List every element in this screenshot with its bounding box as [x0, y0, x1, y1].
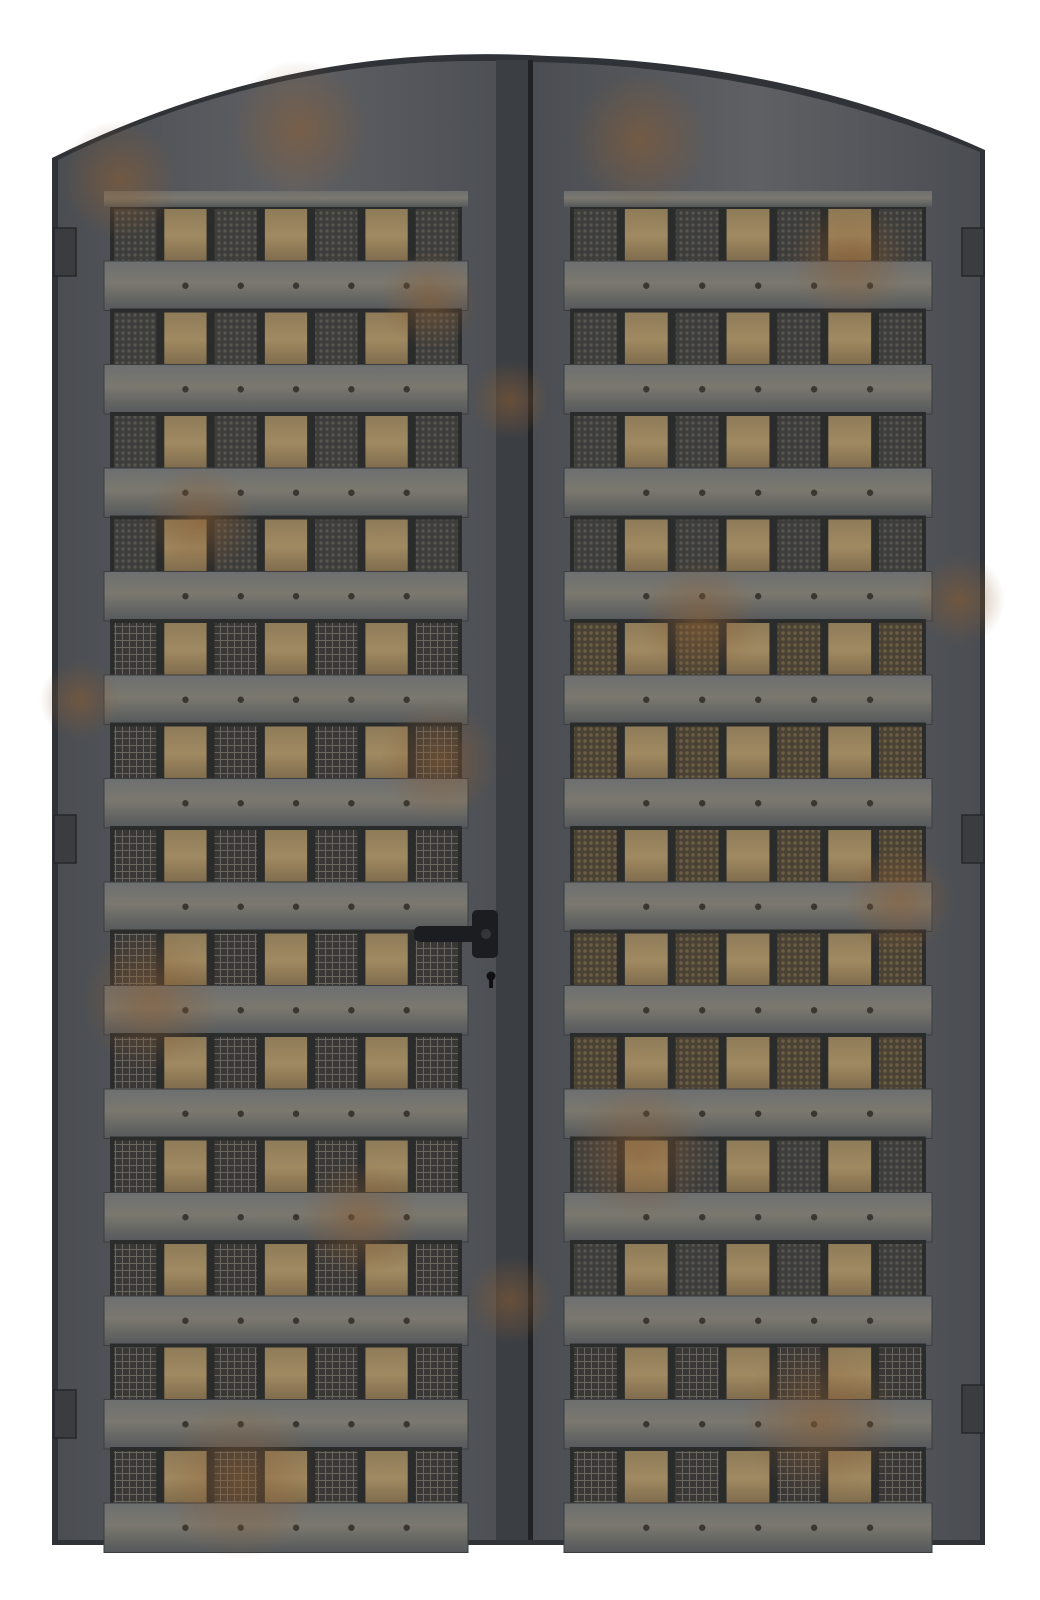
rivet [182, 1214, 188, 1220]
rivet [755, 1007, 761, 1013]
rivet [293, 800, 299, 806]
vertical-strap [265, 1141, 307, 1195]
mesh-glass-pane [416, 1348, 458, 1402]
vertical-strap [265, 1348, 307, 1402]
vertical-strap [265, 830, 307, 884]
mesh-glass-pane [215, 934, 257, 988]
vertical-strap [164, 1141, 206, 1195]
rust-spot [300, 1160, 420, 1280]
vertical-strap [727, 1037, 770, 1091]
rivet [403, 1421, 409, 1427]
rust-spot [845, 845, 955, 955]
rust-spot [465, 1255, 555, 1345]
rivet [811, 1214, 817, 1220]
rivet [699, 490, 705, 496]
mesh-glass-pane [879, 416, 922, 470]
vertical-strap [625, 830, 668, 884]
mesh-glass-pane [676, 1451, 719, 1505]
vertical-strap [625, 934, 668, 988]
rivet [643, 904, 649, 910]
rivet [867, 1007, 873, 1013]
rivet [755, 386, 761, 392]
rivet [293, 1318, 299, 1324]
mesh-glass-pane [215, 416, 257, 470]
mesh-glass-pane [879, 1244, 922, 1298]
mesh-glass-pane [315, 623, 357, 677]
mesh-glass-pane [676, 209, 719, 263]
horizontal-slat [564, 1503, 932, 1553]
vertical-strap [727, 727, 770, 781]
mesh-glass-pane [114, 623, 156, 677]
rivet [867, 490, 873, 496]
rivet [403, 1007, 409, 1013]
rivet [867, 386, 873, 392]
mesh-glass-pane [879, 623, 922, 677]
mesh-glass-pane [777, 520, 820, 574]
rivet [348, 283, 354, 289]
vertical-strap [164, 727, 206, 781]
rivet [811, 1111, 817, 1117]
rivet [348, 800, 354, 806]
mesh-glass-pane [777, 1037, 820, 1091]
mesh-glass-pane [315, 1037, 357, 1091]
rust-spot [230, 60, 370, 200]
vertical-strap [828, 520, 871, 574]
vertical-strap [164, 623, 206, 677]
vertical-strap [365, 416, 407, 470]
mesh-glass-pane [777, 727, 820, 781]
rivet [348, 490, 354, 496]
mesh-glass-pane [215, 623, 257, 677]
rivet [403, 1111, 409, 1117]
mesh-glass-pane [416, 623, 458, 677]
mesh-glass-pane [315, 209, 357, 263]
rivet [293, 1007, 299, 1013]
rivet [811, 1318, 817, 1324]
rivet [403, 593, 409, 599]
rivet [867, 593, 873, 599]
mesh-glass-pane [676, 1348, 719, 1402]
rust-spot [915, 555, 1005, 645]
mesh-glass-pane [114, 1348, 156, 1402]
rivet [643, 800, 649, 806]
rivet [755, 697, 761, 703]
vertical-strap [265, 623, 307, 677]
vertical-strap [625, 520, 668, 574]
mesh-glass-pane [574, 313, 617, 367]
rivet [867, 1525, 873, 1531]
horizontal-slat [564, 779, 932, 829]
mesh-glass-pane [215, 1244, 257, 1298]
mesh-glass-pane [215, 1037, 257, 1091]
rivet [811, 490, 817, 496]
horizontal-slat [564, 675, 932, 725]
vertical-strap [727, 313, 770, 367]
rivet [182, 1318, 188, 1324]
vertical-strap [365, 1451, 407, 1505]
rivet [182, 593, 188, 599]
mesh-glass-pane [879, 727, 922, 781]
mesh-glass-pane [777, 623, 820, 677]
vertical-strap [828, 623, 871, 677]
mesh-glass-pane [676, 1244, 719, 1298]
rivet [699, 697, 705, 703]
vertical-strap [625, 416, 668, 470]
rivet [348, 697, 354, 703]
rivet [643, 386, 649, 392]
rivet [699, 1525, 705, 1531]
left-panel-row [104, 1240, 468, 1346]
rivet [755, 800, 761, 806]
rivet [238, 1214, 244, 1220]
rivet [293, 904, 299, 910]
vertical-strap [828, 1141, 871, 1195]
vertical-strap [164, 1244, 206, 1298]
rivet [699, 904, 705, 910]
rivet [182, 386, 188, 392]
rust-spot [80, 930, 220, 1070]
mesh-glass-pane [416, 1037, 458, 1091]
mesh-glass-pane [114, 1451, 156, 1505]
rivet [403, 490, 409, 496]
vertical-strap [265, 1037, 307, 1091]
vertical-strap [365, 209, 407, 263]
mesh-glass-pane [315, 727, 357, 781]
rivet [238, 593, 244, 599]
rust-spot [380, 700, 500, 820]
mesh-glass-pane [676, 830, 719, 884]
rivet [182, 697, 188, 703]
rivet [755, 904, 761, 910]
mesh-glass-pane [574, 1037, 617, 1091]
rivet [811, 593, 817, 599]
mesh-glass-pane [416, 416, 458, 470]
rivet [348, 386, 354, 392]
rust-spot [570, 70, 710, 210]
rivet [755, 1214, 761, 1220]
vertical-strap [625, 1348, 668, 1402]
mesh-glass-pane [315, 934, 357, 988]
mesh-glass-pane [574, 1244, 617, 1298]
vertical-strap [265, 727, 307, 781]
mesh-glass-pane [114, 313, 156, 367]
rust-spot [570, 1080, 710, 1220]
rivet [182, 904, 188, 910]
vertical-strap [828, 727, 871, 781]
rivet [643, 283, 649, 289]
horizontal-slat [104, 1089, 468, 1139]
vertical-strap [164, 313, 206, 367]
rivet [403, 1318, 409, 1324]
vertical-strap [828, 1037, 871, 1091]
rust-spot [160, 1400, 320, 1560]
right-panel-row [564, 1240, 932, 1346]
rivet [643, 1421, 649, 1427]
rivet [643, 1318, 649, 1324]
rivet [293, 490, 299, 496]
horizontal-slat [564, 986, 932, 1036]
right-panel-row [564, 309, 932, 415]
mesh-glass-pane [574, 623, 617, 677]
vertical-strap [365, 830, 407, 884]
rivet [811, 1525, 817, 1531]
mesh-glass-pane [315, 416, 357, 470]
mesh-glass-pane [574, 727, 617, 781]
mesh-glass-pane [215, 727, 257, 781]
mesh-glass-pane [676, 727, 719, 781]
rivet [238, 283, 244, 289]
left-panel-grid [104, 191, 468, 1553]
rivet [182, 800, 188, 806]
vertical-strap [265, 209, 307, 263]
rivet [643, 697, 649, 703]
rivet [293, 593, 299, 599]
vertical-strap [828, 313, 871, 367]
mesh-glass-pane [676, 934, 719, 988]
left-panel-row [104, 826, 468, 932]
vertical-strap [164, 1348, 206, 1402]
rivet [348, 1525, 354, 1531]
vertical-strap [365, 934, 407, 988]
vertical-strap [265, 313, 307, 367]
horizontal-slat [564, 365, 932, 415]
rivet [699, 1007, 705, 1013]
vertical-strap [625, 727, 668, 781]
rust-spot [640, 560, 760, 680]
rivet [755, 1525, 761, 1531]
rivet [348, 1318, 354, 1324]
mesh-glass-pane [574, 830, 617, 884]
rivet [699, 1421, 705, 1427]
rivet [293, 1214, 299, 1220]
mesh-glass-pane [879, 520, 922, 574]
vertical-strap [727, 520, 770, 574]
rivet [348, 904, 354, 910]
mesh-glass-pane [676, 313, 719, 367]
rivet [811, 386, 817, 392]
vertical-strap [365, 1037, 407, 1091]
horizontal-slat [104, 572, 468, 622]
rivet [867, 1214, 873, 1220]
horizontal-slat [104, 882, 468, 932]
mesh-glass-pane [777, 830, 820, 884]
rust-spot [60, 120, 180, 240]
rivet [238, 1318, 244, 1324]
rivet [348, 1421, 354, 1427]
rivet [811, 800, 817, 806]
mesh-glass-pane [315, 830, 357, 884]
mesh-glass-pane [777, 416, 820, 470]
rivet [293, 283, 299, 289]
rivet [699, 283, 705, 289]
mesh-glass-pane [676, 416, 719, 470]
mesh-glass-pane [879, 313, 922, 367]
mesh-glass-pane [574, 209, 617, 263]
vertical-strap [625, 209, 668, 263]
vertical-strap [265, 934, 307, 988]
right-panel-row [564, 412, 932, 518]
horizontal-slat [564, 468, 932, 518]
mesh-glass-pane [114, 727, 156, 781]
mesh-glass-pane [777, 313, 820, 367]
rivet [238, 1007, 244, 1013]
rivet [755, 1318, 761, 1324]
rivet [403, 1525, 409, 1531]
rust-spot [380, 250, 480, 350]
rivet [867, 800, 873, 806]
vertical-strap [365, 1348, 407, 1402]
rivet [238, 1111, 244, 1117]
rivet [643, 1007, 649, 1013]
horizontal-slat [104, 1296, 468, 1346]
rivet [293, 1111, 299, 1117]
mesh-glass-pane [879, 1037, 922, 1091]
mesh-glass-pane [114, 830, 156, 884]
vertical-strap [625, 1451, 668, 1505]
rivet [811, 1007, 817, 1013]
mesh-glass-pane [574, 1451, 617, 1505]
rivet [699, 800, 705, 806]
rivet [755, 490, 761, 496]
vertical-strap [164, 209, 206, 263]
vertical-strap [265, 1244, 307, 1298]
vertical-strap [625, 313, 668, 367]
rivet [348, 1111, 354, 1117]
rivet [699, 1214, 705, 1220]
rivet [699, 386, 705, 392]
rivet [348, 1007, 354, 1013]
mesh-glass-pane [676, 1037, 719, 1091]
rivet [238, 386, 244, 392]
rivet [238, 800, 244, 806]
vertical-strap [164, 416, 206, 470]
mesh-glass-pane [215, 830, 257, 884]
rivet [293, 697, 299, 703]
mesh-glass-pane [114, 1141, 156, 1195]
rivet [182, 283, 188, 289]
rivet [403, 386, 409, 392]
rivet [867, 1111, 873, 1117]
rivet [699, 1318, 705, 1324]
rust-spot [790, 200, 910, 320]
mesh-glass-pane [416, 1451, 458, 1505]
rivet [811, 697, 817, 703]
mesh-glass-pane [215, 1141, 257, 1195]
mesh-glass-pane [416, 520, 458, 574]
mesh-glass-pane [416, 1244, 458, 1298]
mesh-glass-pane [777, 1141, 820, 1195]
mesh-glass-pane [777, 934, 820, 988]
mesh-glass-pane [416, 830, 458, 884]
mesh-glass-pane [574, 520, 617, 574]
vertical-strap [727, 1244, 770, 1298]
mesh-glass-pane [315, 520, 357, 574]
mesh-glass-pane [574, 416, 617, 470]
right-panel-row [564, 723, 932, 829]
mesh-glass-pane [416, 1141, 458, 1195]
vertical-strap [265, 520, 307, 574]
vertical-strap [365, 623, 407, 677]
rivet [755, 283, 761, 289]
vertical-strap [265, 416, 307, 470]
rust-spot [40, 660, 120, 740]
mesh-glass-pane [879, 1141, 922, 1195]
mesh-glass-pane [574, 1348, 617, 1402]
rust-spot [470, 360, 550, 440]
rivet [238, 904, 244, 910]
mesh-glass-pane [215, 313, 257, 367]
horizontal-slat [104, 365, 468, 415]
vertical-strap [727, 830, 770, 884]
vertical-strap [727, 209, 770, 263]
mesh-glass-pane [114, 1244, 156, 1298]
rust-spot [740, 1340, 900, 1500]
vertical-strap [828, 416, 871, 470]
rivet [293, 386, 299, 392]
mesh-glass-pane [215, 209, 257, 263]
rivet [348, 593, 354, 599]
rivet [811, 904, 817, 910]
rust-spot [145, 465, 255, 575]
rivet [182, 1111, 188, 1117]
mesh-glass-pane [215, 1348, 257, 1402]
vertical-strap [625, 1244, 668, 1298]
mesh-glass-pane [315, 1348, 357, 1402]
vertical-strap [727, 416, 770, 470]
mesh-glass-pane [574, 934, 617, 988]
rivet [238, 697, 244, 703]
rivet [643, 490, 649, 496]
horizontal-slat [564, 1296, 932, 1346]
mesh-glass-pane [315, 313, 357, 367]
rivet [867, 1318, 873, 1324]
rivet [755, 1111, 761, 1117]
rivet [867, 697, 873, 703]
rivet [403, 904, 409, 910]
mesh-glass-pane [777, 1244, 820, 1298]
mesh-glass-pane [114, 416, 156, 470]
vertical-strap [727, 1141, 770, 1195]
rivet [403, 697, 409, 703]
rivet [643, 1525, 649, 1531]
mesh-glass-pane [315, 1451, 357, 1505]
vertical-strap [727, 934, 770, 988]
vertical-strap [828, 1244, 871, 1298]
vertical-strap [365, 520, 407, 574]
vertical-strap [164, 830, 206, 884]
